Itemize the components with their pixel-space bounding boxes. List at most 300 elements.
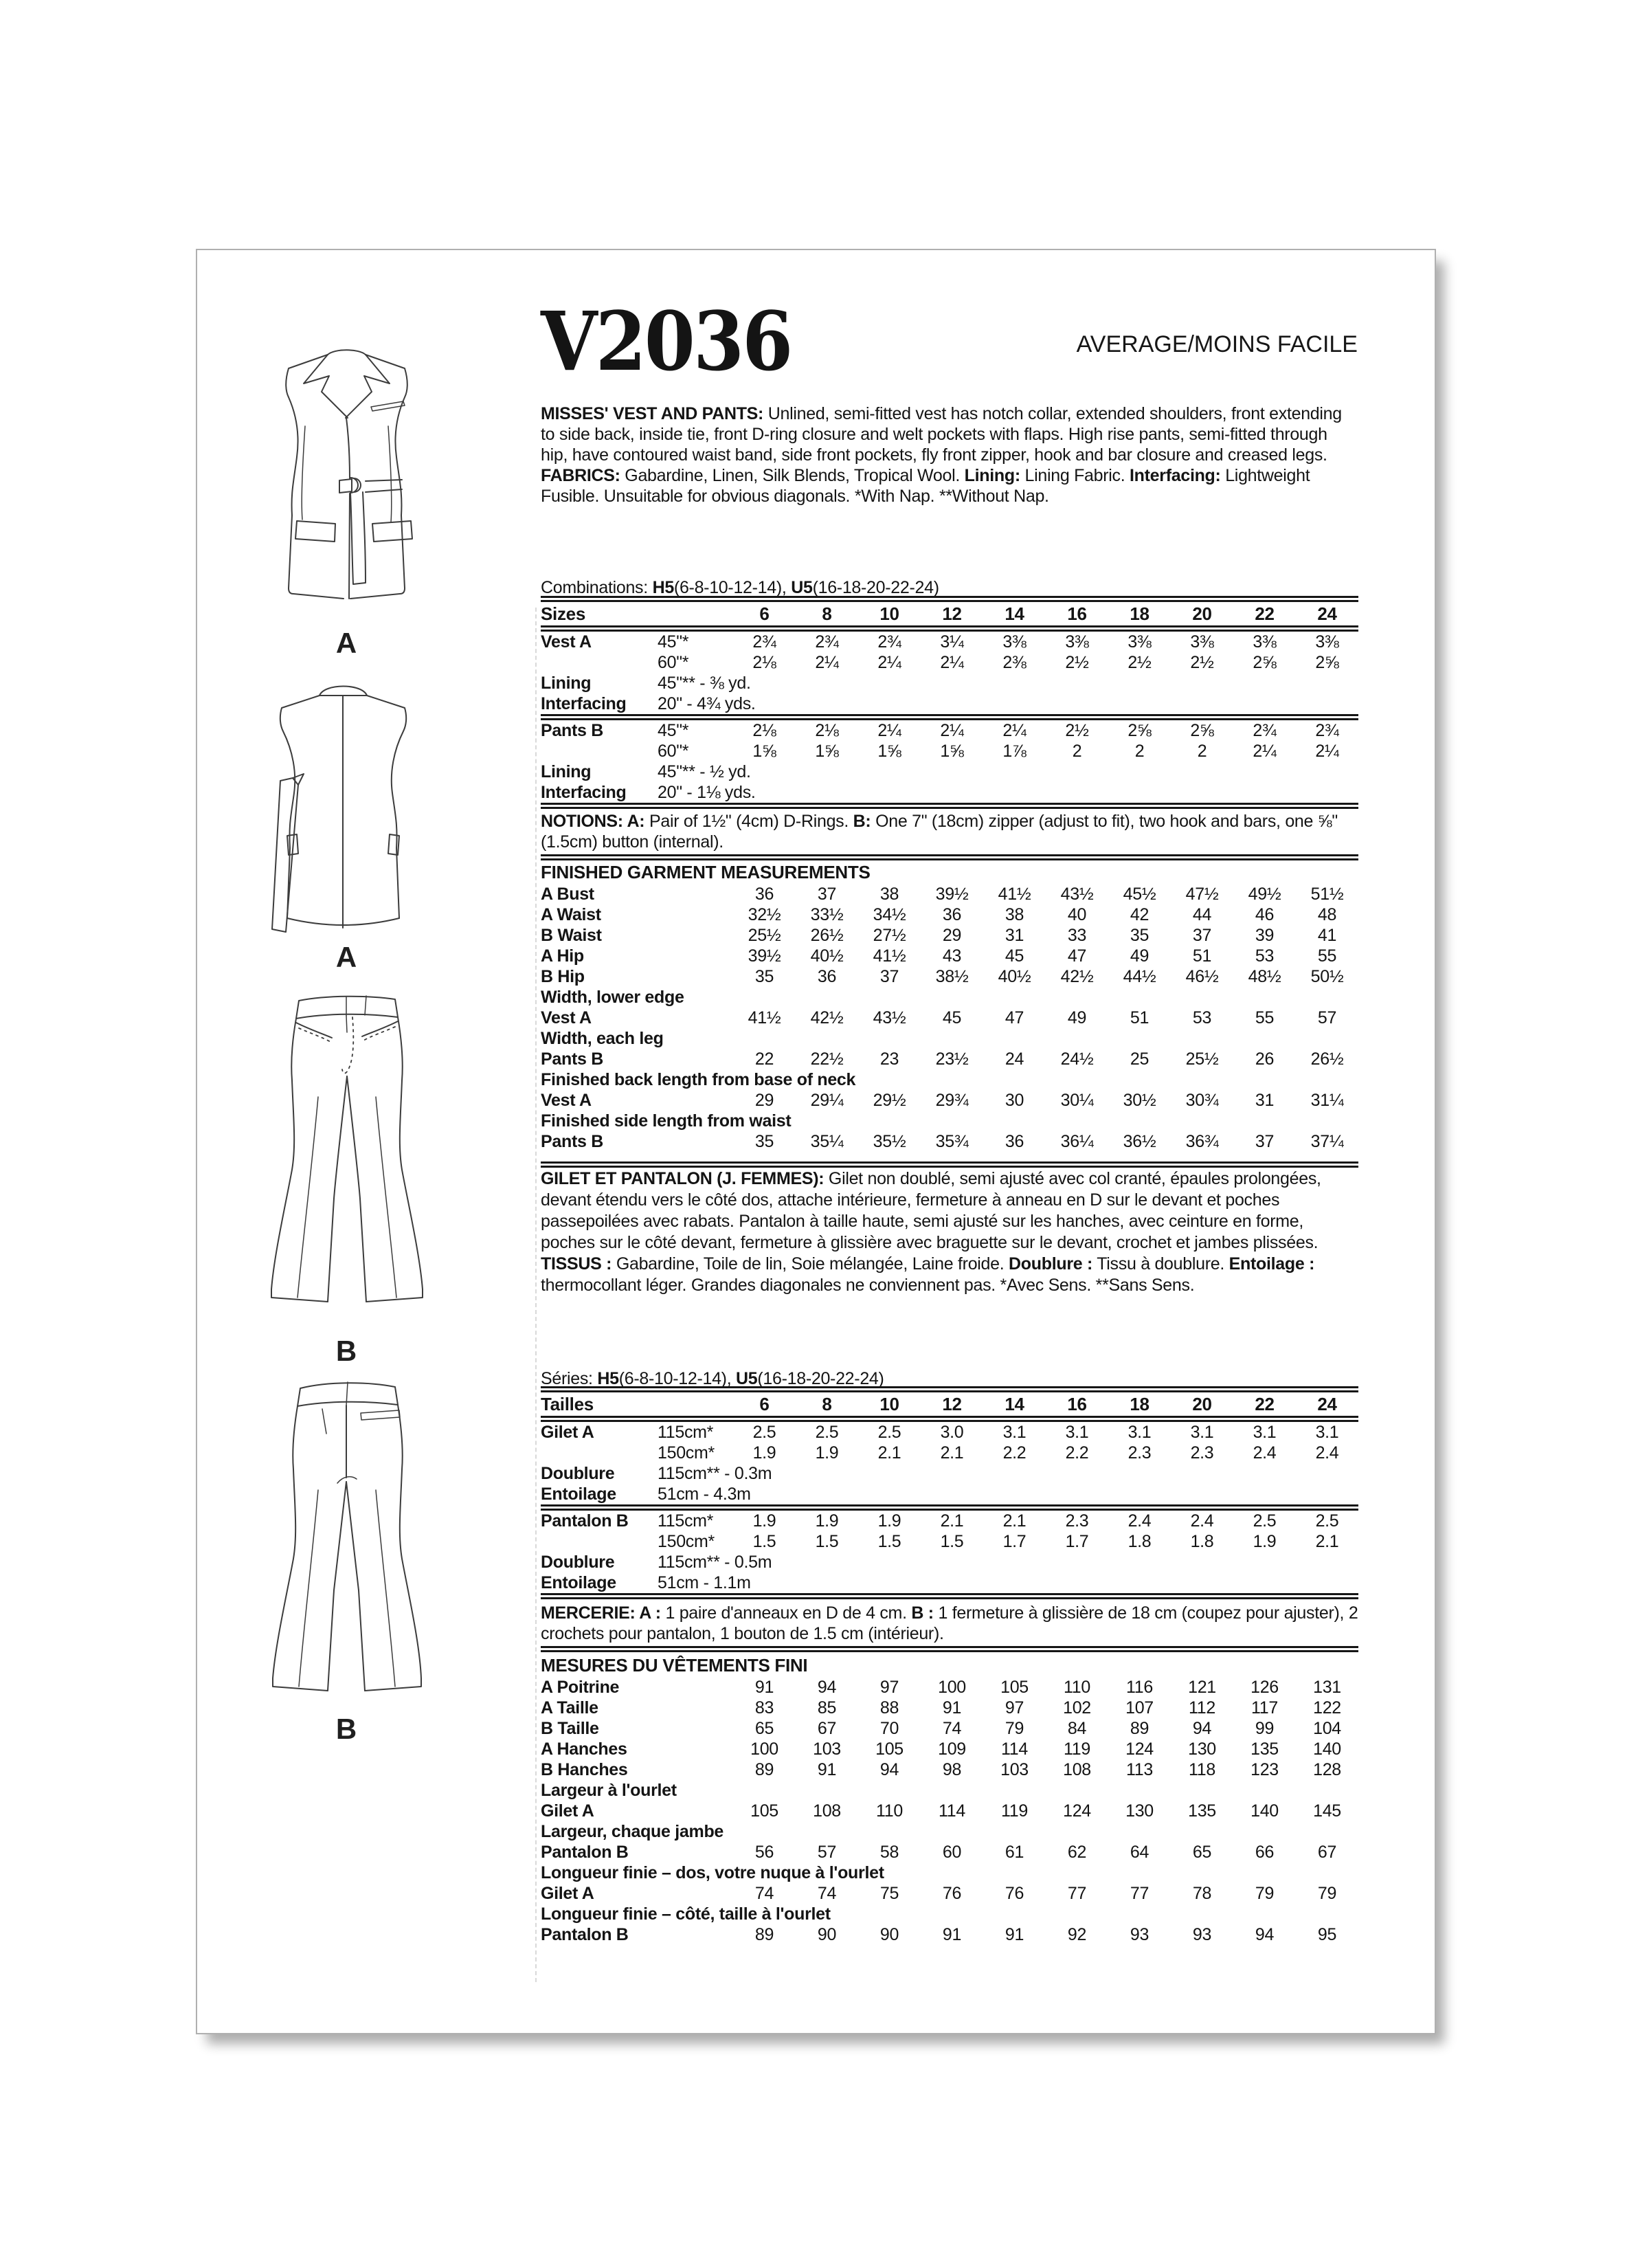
table-row-label: Gilet A <box>541 1801 594 1821</box>
table-value: 53 <box>1255 946 1275 966</box>
table-value: 36 <box>1005 1131 1024 1151</box>
table-value: 41 <box>1317 925 1337 945</box>
table-value: 145 <box>1313 1801 1341 1821</box>
table-value: 36½ <box>1123 1131 1156 1151</box>
table-row-label: Vest A <box>541 1090 592 1110</box>
table-value: 77 <box>1130 1883 1149 1903</box>
table-row <box>541 1883 1358 1904</box>
table-value: 117 <box>1251 1698 1278 1717</box>
table-row <box>541 1698 1358 1718</box>
table-value: 43½ <box>873 1008 906 1027</box>
desc-fr-entoilage-label: Entoilage : <box>1229 1254 1315 1274</box>
table-row <box>541 1484 1358 1504</box>
table-value: 77 <box>1067 1883 1087 1903</box>
table-value: 35 <box>754 1131 774 1151</box>
table-value: 90 <box>879 1924 899 1944</box>
table-value: 65 <box>754 1718 774 1738</box>
combinations-u5-sizes: (16-18-20-22-24) <box>812 578 939 597</box>
series-h5: H5 <box>597 1369 619 1388</box>
table-value: 92 <box>1067 1924 1087 1944</box>
table-span-value: 115cm** - 0.3m <box>658 1463 772 1483</box>
table-rule <box>541 1504 1358 1511</box>
table-value: 2.1 <box>940 1511 964 1531</box>
table-value: 24½ <box>1060 1049 1094 1069</box>
table-value: 3.1 <box>1190 1422 1214 1442</box>
table-row <box>541 1463 1358 1484</box>
table-section-heading-text: Width, each leg <box>541 1028 664 1048</box>
table-rule <box>541 714 1358 720</box>
table-row <box>541 1131 1358 1152</box>
mercerie-text-b: 1 fermeture à glissière de 18 cm (coupez pour ajuster), 2 crochets pour pantalon, 1 bouton de 1.5 cm (intérieur). <box>541 1603 1358 1643</box>
size-column-header: 12 <box>942 1393 962 1414</box>
combinations-h5-sizes: (6-8-10-12-14), <box>673 578 792 597</box>
table-row-label: A Hanches <box>541 1739 627 1759</box>
size-column-header: 16 <box>1067 603 1087 624</box>
notions-text-b: One 7" (18cm) zipper (adjust to fit), two hook and bars, one ⅝" (1.5cm) button (internal). <box>541 812 1338 852</box>
table-row-label: Doublure <box>541 1552 615 1572</box>
table-value: 76 <box>942 1883 962 1903</box>
table-value: 2¼ <box>877 720 901 740</box>
table-value: 44½ <box>1123 966 1156 986</box>
table-row-label: A Waist <box>541 904 601 924</box>
size-column-header: 10 <box>879 1393 899 1414</box>
vest-front-illustration <box>262 344 431 625</box>
table-value: 57 <box>1317 1008 1337 1027</box>
table-value: 98 <box>942 1759 962 1779</box>
table-section-heading-text: Finished side length from waist <box>541 1111 792 1131</box>
table-value: 1.5 <box>752 1531 776 1551</box>
table-value: 2.1 <box>1002 1511 1027 1531</box>
table-rule <box>541 596 1358 602</box>
table-value: 29¾ <box>935 1090 969 1110</box>
table-value: 83 <box>754 1698 774 1717</box>
size-column-header: 20 <box>1192 1393 1212 1414</box>
table-value: 97 <box>879 1677 899 1697</box>
desc-fr-lead: GILET ET PANTALON (J. FEMMES): <box>541 1169 824 1188</box>
table-row <box>541 1008 1358 1028</box>
table-value: 91 <box>942 1698 962 1717</box>
table-header-row <box>541 602 1358 625</box>
table-value: 33½ <box>810 904 844 924</box>
table-value: 29 <box>942 925 962 945</box>
table-row <box>541 782 1358 803</box>
table-value: 140 <box>1250 1801 1279 1821</box>
table-value: 31 <box>1005 925 1024 945</box>
table-row <box>541 1511 1358 1531</box>
table-value: 124 <box>1125 1739 1154 1759</box>
table-value: 2.5 <box>752 1422 776 1442</box>
table-value: 37 <box>879 966 899 986</box>
table-value: 35¾ <box>935 1131 969 1151</box>
table-row <box>541 1552 1358 1572</box>
table-value: 2¾ <box>752 632 776 652</box>
size-column-header: 18 <box>1130 1393 1149 1414</box>
table-row-label: Gilet A <box>541 1883 594 1903</box>
table-value: 3¼ <box>940 632 964 652</box>
description-french <box>541 1168 1358 1296</box>
table-value: 1.7 <box>1002 1531 1027 1551</box>
table-value: 2½ <box>1190 652 1214 672</box>
combinations-line <box>541 577 1358 598</box>
table-row <box>541 652 1358 673</box>
table-row-label: Doublure <box>541 1463 615 1483</box>
table-value: 36 <box>942 904 962 924</box>
table-row <box>541 904 1358 925</box>
table-row-label: Pantalon B <box>541 1511 629 1531</box>
table-row <box>541 673 1358 693</box>
table-value: 102 <box>1063 1698 1091 1717</box>
series-prefix: Séries: <box>541 1369 598 1388</box>
table-row-label: A Taille <box>541 1698 598 1717</box>
rule-after-notions <box>541 854 1358 860</box>
table-row-label: Pants B <box>541 1049 603 1069</box>
table-value: 2.5 <box>1253 1511 1277 1531</box>
table-value: 61 <box>1005 1842 1024 1862</box>
table-value: 66 <box>1255 1842 1275 1862</box>
desc-en-text-2: Gabardine, Linen, Silk Blends, Tropical Wool. <box>620 466 965 485</box>
table-value: 2.5 <box>815 1422 839 1442</box>
table-row-label: Lining <box>541 761 592 781</box>
table-value: 2¼ <box>1315 741 1339 761</box>
table-row <box>541 761 1358 782</box>
table-value: 45½ <box>1123 884 1156 904</box>
table-section-heading-text: Largeur, chaque jambe <box>541 1821 724 1841</box>
table-value: 1.9 <box>815 1511 839 1531</box>
table-section-heading <box>541 1904 1358 1924</box>
pattern-envelope-back <box>196 249 1436 2034</box>
table-value: 84 <box>1067 1718 1087 1738</box>
combinations-h5: H5 <box>652 578 674 597</box>
table-row <box>541 1924 1358 1945</box>
notions-paragraph <box>541 811 1358 852</box>
table-value: 30½ <box>1123 1090 1156 1110</box>
table-value: 75 <box>879 1883 899 1903</box>
table-value: 116 <box>1126 1677 1153 1697</box>
table-value: 85 <box>817 1698 837 1717</box>
table-section-heading-text: Width, lower edge <box>541 987 684 1007</box>
table-value: 131 <box>1313 1677 1341 1697</box>
table-value: 41½ <box>998 884 1031 904</box>
table-row <box>541 1443 1358 1463</box>
table-row-label: Pantalon B <box>541 1842 629 1862</box>
table-value: 100 <box>750 1739 778 1759</box>
table-value: 22 <box>754 1049 774 1069</box>
description-english <box>541 403 1358 507</box>
table-value: 39 <box>1255 925 1275 945</box>
table-value: 47 <box>1067 946 1087 966</box>
table-value: 2.2 <box>1002 1443 1027 1463</box>
table-value: 26½ <box>1310 1049 1344 1069</box>
table-row <box>541 966 1358 987</box>
desc-en-text-4: Lightweight Fusible. Unsuitable for obvious diagonals. *With Nap. **Without Nap. <box>541 466 1310 506</box>
table-value: 31¼ <box>1310 1090 1344 1110</box>
table-value: 57 <box>817 1842 837 1862</box>
combinations-prefix: Combinations: <box>541 578 653 597</box>
table-value: 1⅝ <box>940 741 964 761</box>
desc-fr-text-4: thermocollant léger. Grandes diagonales ne conviennent pas. *Avec Sens. **Sans Sens. <box>541 1276 1195 1295</box>
table-row-sub: 45"* <box>658 632 689 652</box>
table-value: 135 <box>1250 1739 1279 1759</box>
table-value: 88 <box>879 1698 899 1717</box>
table-value: 121 <box>1188 1677 1216 1697</box>
table-value: 1.8 <box>1190 1531 1214 1551</box>
table-row <box>541 1842 1358 1863</box>
table-row <box>541 1090 1358 1111</box>
table-section-heading-text: Largeur à l'ourlet <box>541 1780 677 1800</box>
table-value: 113 <box>1126 1759 1153 1779</box>
table-value: 29 <box>754 1090 774 1110</box>
table-value: 1⅝ <box>877 741 901 761</box>
table-value: 3.1 <box>1002 1422 1027 1442</box>
table-value: 26 <box>1255 1049 1275 1069</box>
table-value: 105 <box>875 1739 904 1759</box>
table-header-row <box>541 1392 1358 1416</box>
table-value: 79 <box>1255 1883 1275 1903</box>
notions-label-b: B: <box>853 812 871 831</box>
table-value: 30¼ <box>1060 1090 1094 1110</box>
table-value: 130 <box>1125 1801 1154 1821</box>
table-row <box>541 1422 1358 1443</box>
yardage-table-english <box>541 596 1358 809</box>
table-value: 25½ <box>748 925 781 945</box>
table-value: 38½ <box>935 966 969 986</box>
table-row <box>541 925 1358 946</box>
table-value: 48 <box>1317 904 1337 924</box>
table-row-label: Vest A <box>541 1008 592 1027</box>
table-value: 29½ <box>873 1090 906 1110</box>
table-value: 26½ <box>810 925 844 945</box>
table-value: 2.4 <box>1190 1511 1214 1531</box>
desc-en-lead: MISSES' VEST AND PANTS: <box>541 404 764 423</box>
table-value: 3.1 <box>1065 1422 1089 1442</box>
rule-after-mercerie <box>541 1646 1358 1652</box>
table-row-label: Interfacing <box>541 782 627 802</box>
table-value: 1.5 <box>815 1531 839 1551</box>
size-column-header: 16 <box>1067 1393 1087 1414</box>
table-value: 37 <box>1255 1131 1275 1151</box>
table-value: 1⅝ <box>752 741 776 761</box>
table-value: 2⅛ <box>752 720 776 740</box>
table-value: 104 <box>1313 1718 1341 1738</box>
table-value: 2.5 <box>1315 1511 1339 1531</box>
table-value: 67 <box>1317 1842 1337 1862</box>
table-value: 48½ <box>1248 966 1281 986</box>
table-value: 35 <box>754 966 774 986</box>
table-value: 43½ <box>1060 884 1094 904</box>
size-column-header: 14 <box>1005 1393 1024 1414</box>
table-value: 74 <box>754 1883 774 1903</box>
size-column-header: 24 <box>1317 603 1337 624</box>
table-row-label: A Poitrine <box>541 1677 620 1697</box>
series-u5: U5 <box>736 1369 758 1388</box>
mercerie-label-b: B : <box>911 1603 934 1623</box>
table-row <box>541 1739 1358 1759</box>
table-value: 46 <box>1255 904 1275 924</box>
pants-front-illustration <box>265 987 429 1313</box>
table-value: 122 <box>1313 1698 1341 1717</box>
table-value: 2.4 <box>1253 1443 1277 1463</box>
table-value: 89 <box>754 1759 774 1779</box>
table-value: 124 <box>1063 1801 1091 1821</box>
table-value: 91 <box>817 1759 837 1779</box>
table-value: 55 <box>1255 1008 1275 1027</box>
table-row-label: Lining <box>541 673 592 693</box>
table-value: 40½ <box>998 966 1031 986</box>
table-value: 114 <box>1001 1739 1028 1759</box>
table-value: 1.9 <box>815 1443 839 1463</box>
figure-label-vest-front: A <box>335 627 359 659</box>
finished-measurements-table <box>541 884 1358 1152</box>
table-row-label: Pants B <box>541 1131 603 1151</box>
table-value: 119 <box>1064 1739 1090 1759</box>
table-value: 130 <box>1188 1739 1216 1759</box>
table-value: 108 <box>813 1801 841 1821</box>
size-column-header: 14 <box>1005 603 1024 624</box>
finished-measurements-heading: FINISHED GARMENT MEASUREMENTS <box>541 862 871 882</box>
size-column-header: 8 <box>822 603 832 624</box>
table-value: 34½ <box>873 904 906 924</box>
table-section-heading <box>541 1111 1358 1131</box>
table-value: 53 <box>1192 1008 1212 1027</box>
size-column-header: 12 <box>942 603 962 624</box>
table-row-label: B Hip <box>541 966 585 986</box>
table-row-label: B Hanches <box>541 1759 628 1779</box>
table-section-heading <box>541 1069 1358 1090</box>
table-value: 2¼ <box>815 652 839 672</box>
desc-en-lining-label: Lining: <box>964 466 1020 485</box>
table-row <box>541 1531 1358 1552</box>
table-row <box>541 693 1358 714</box>
table-value: 51½ <box>1310 884 1344 904</box>
table-value: 2.1 <box>877 1443 901 1463</box>
fold-line <box>535 608 537 1982</box>
table-row-label: Entoilage <box>541 1484 616 1504</box>
table-value: 29¼ <box>810 1090 844 1110</box>
table-value: 76 <box>1005 1883 1024 1903</box>
desc-fr-text-2: Gabardine, Toile de lin, Soie mélangée, Laine froide. <box>612 1254 1009 1274</box>
table-value: 90 <box>817 1924 837 1944</box>
table-rule <box>541 803 1358 809</box>
series-u5-sizes: (16-18-20-22-24) <box>757 1369 884 1388</box>
table-value: 67 <box>817 1718 837 1738</box>
table-rule <box>541 1593 1358 1599</box>
table-rule <box>541 1416 1358 1422</box>
table-value: 25½ <box>1185 1049 1219 1069</box>
table-value: 50½ <box>1310 966 1344 986</box>
table-row-label: A Bust <box>541 884 594 904</box>
table-value: 42 <box>1130 904 1149 924</box>
table-value: 105 <box>750 1801 778 1821</box>
table-value: 140 <box>1313 1739 1341 1759</box>
table-section-heading-text: Finished back length from base of neck <box>541 1069 856 1089</box>
table-value: 3⅜ <box>1065 632 1089 652</box>
figure-label-pants-front: B <box>335 1335 359 1367</box>
table-value: 35¼ <box>810 1131 844 1151</box>
yardage-table-french <box>541 1386 1358 1599</box>
size-column-header: 22 <box>1255 603 1275 624</box>
table-value: 58 <box>879 1842 899 1862</box>
desc-en-text-3: Lining Fabric. <box>1020 466 1130 485</box>
figure-label-vest-back: A <box>335 941 359 973</box>
table-value: 89 <box>754 1924 774 1944</box>
table-value: 2 <box>1197 741 1207 761</box>
table-value: 41½ <box>748 1008 781 1027</box>
table-value: 2.3 <box>1128 1443 1152 1463</box>
table-value: 79 <box>1005 1718 1024 1738</box>
size-column-header: 18 <box>1130 603 1149 624</box>
table-value: 95 <box>1317 1924 1337 1944</box>
size-column-header: 24 <box>1317 1393 1337 1414</box>
table-value: 35 <box>1130 925 1149 945</box>
table-row-label: Interfacing <box>541 693 627 713</box>
table-value: 27½ <box>873 925 906 945</box>
mercerie-paragraph <box>541 1603 1358 1644</box>
table-value: 70 <box>879 1718 899 1738</box>
table-value: 94 <box>817 1677 837 1697</box>
table-value: 91 <box>754 1677 774 1697</box>
table-value: 93 <box>1192 1924 1212 1944</box>
table-value: 2.3 <box>1065 1511 1089 1531</box>
table-value: 89 <box>1130 1718 1149 1738</box>
table-value: 94 <box>1192 1718 1212 1738</box>
table-value: 91 <box>942 1924 962 1944</box>
size-column-header: 8 <box>822 1393 832 1414</box>
table-value: 49 <box>1130 946 1149 966</box>
table-value: 2⅝ <box>1128 720 1152 740</box>
table-value: 42½ <box>810 1008 844 1027</box>
table-value: 1.8 <box>1128 1531 1152 1551</box>
table-row-label: B Waist <box>541 925 602 945</box>
table-value: 51 <box>1192 946 1212 966</box>
size-column-header: 10 <box>879 603 899 624</box>
table-value: 3⅜ <box>1002 632 1027 652</box>
table-value: 114 <box>939 1801 965 1821</box>
table-value: 51 <box>1130 1008 1149 1027</box>
desc-en-text-1: Unlined, semi-fitted vest has notch collar, extended shoulders, front extending to side back, inside tie, front D-ring closure and welt pockets with flaps. High rise pants, semi-fitted through hip, have contoured waist band, side front pockets, fly front zipper, hook and bar closure and creased legs. <box>541 404 1342 465</box>
table-value: 39½ <box>935 884 969 904</box>
table-value: 1⅞ <box>1002 741 1027 761</box>
table-value: 126 <box>1250 1677 1279 1697</box>
table-value: 1.5 <box>940 1531 964 1551</box>
table-value: 22½ <box>810 1049 844 1069</box>
desc-fr-tissus-label: TISSUS : <box>541 1254 612 1274</box>
table-section-heading-text: Longueur finie – côté, taille à l'ourlet <box>541 1904 831 1924</box>
notions-text-a: Pair of 1½" (4cm) D-Rings. <box>644 812 853 831</box>
table-span-value: 115cm** - 0.5m <box>658 1552 772 1572</box>
mercerie-text-a: 1 paire d'anneaux en D de 4 cm. <box>660 1603 912 1623</box>
table-row <box>541 1718 1358 1739</box>
difficulty-label: AVERAGE/MOINS FACILE <box>1076 331 1358 357</box>
table-row <box>541 720 1358 741</box>
table-value: 65 <box>1192 1842 1212 1862</box>
table-value: 45 <box>1005 946 1024 966</box>
table-span-value: 51cm - 4.3m <box>658 1484 751 1504</box>
table-value: 37 <box>817 884 837 904</box>
table-value: 42½ <box>1060 966 1094 986</box>
desc-en-fabrics-label: FABRICS: <box>541 466 620 485</box>
table-value: 43 <box>942 946 962 966</box>
table-row <box>541 884 1358 904</box>
table-row-label: Vest A <box>541 632 592 652</box>
table-value: 135 <box>1188 1801 1216 1821</box>
table-value: 2⅝ <box>1315 652 1339 672</box>
table-value: 2¼ <box>877 652 901 672</box>
table-value: 64 <box>1130 1842 1149 1862</box>
table-value: 38 <box>1005 904 1024 924</box>
table-value: 38 <box>879 884 899 904</box>
table-value: 123 <box>1250 1759 1279 1779</box>
table-value: 2¼ <box>1002 720 1027 740</box>
